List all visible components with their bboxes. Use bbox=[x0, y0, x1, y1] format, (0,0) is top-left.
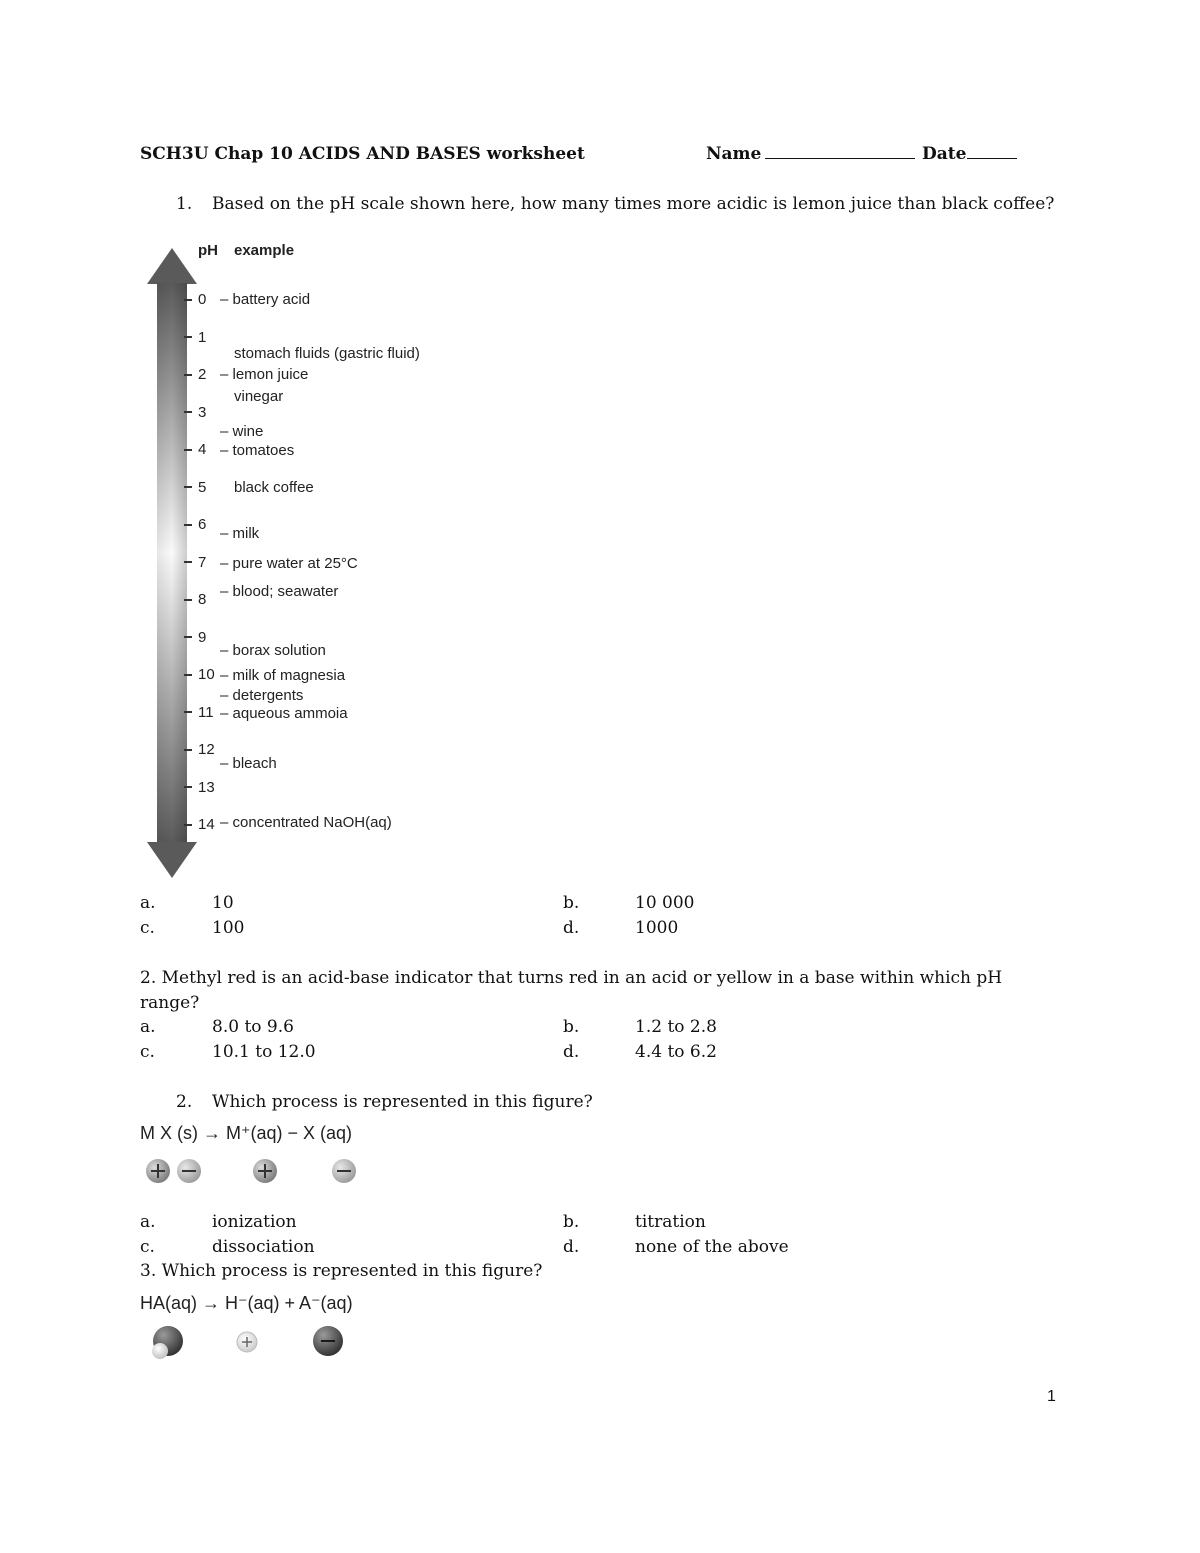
option-letter: c. bbox=[140, 1237, 155, 1257]
option-text: titration bbox=[635, 1212, 706, 1232]
ph-value: 10 bbox=[198, 666, 215, 683]
ph-value: 3 bbox=[198, 404, 207, 421]
option-text: dissociation bbox=[212, 1237, 315, 1257]
ph-scale-figure bbox=[140, 236, 440, 886]
ph-value: 5 bbox=[198, 479, 207, 496]
q3-text: Which process is represented in this figure? bbox=[212, 1092, 593, 1112]
option-letter: d. bbox=[563, 918, 580, 938]
option-letter: c. bbox=[140, 918, 155, 938]
date-label: Date bbox=[922, 144, 967, 164]
q3-ion-figure bbox=[140, 1152, 380, 1192]
ph-value: 13 bbox=[198, 779, 215, 796]
ph-example: – wine bbox=[220, 423, 264, 440]
date-field bbox=[922, 144, 1017, 164]
worksheet-title: SCH3U Chap 10 ACIDS AND BASES worksheet bbox=[140, 144, 585, 164]
option-letter: a. bbox=[140, 1212, 156, 1232]
q2-text-line1: 2. Methyl red is an acid-base indicator that turns red in an acid or yellow in a base within which pH bbox=[140, 968, 1003, 988]
option-letter: b. bbox=[563, 1017, 580, 1037]
anion-icon bbox=[332, 1159, 356, 1183]
proton-icon bbox=[237, 1332, 257, 1352]
ph-value: 1 bbox=[198, 329, 207, 346]
ph-value: 6 bbox=[198, 516, 207, 533]
ph-value: 7 bbox=[198, 554, 207, 571]
ph-example: – pure water at 25°C bbox=[220, 555, 358, 572]
option-letter: c. bbox=[140, 1042, 155, 1062]
anion-icon bbox=[177, 1159, 201, 1183]
cation-icon bbox=[253, 1159, 277, 1183]
option-letter: b. bbox=[563, 893, 580, 913]
ph-value: 12 bbox=[198, 741, 215, 758]
q4-text: 3. Which process is represented in this figure? bbox=[140, 1261, 543, 1281]
option-text: 10 bbox=[212, 893, 234, 913]
option-text: ionization bbox=[212, 1212, 297, 1232]
ph-example: – bleach bbox=[220, 755, 277, 772]
ph-example: – lemon juice bbox=[220, 366, 309, 383]
anion-icon bbox=[313, 1326, 343, 1356]
page-number: 1 bbox=[1047, 1388, 1056, 1405]
q4-equation: HA(aq) → H⁻(aq) + A⁻(aq) bbox=[140, 1293, 353, 1313]
option-text: 4.4 to 6.2 bbox=[635, 1042, 717, 1062]
ph-example: – milk of magnesia bbox=[220, 667, 346, 684]
option-letter: a. bbox=[140, 1017, 156, 1037]
example-column-header: example bbox=[234, 242, 295, 259]
ph-example: – battery acid bbox=[220, 291, 311, 308]
ph-value: 9 bbox=[198, 629, 207, 646]
option-text: 1.2 to 2.8 bbox=[635, 1017, 717, 1037]
option-letter: b. bbox=[563, 1212, 580, 1232]
ph-example: black coffee bbox=[234, 479, 314, 496]
option-letter: a. bbox=[140, 893, 156, 913]
ph-example: vinegar bbox=[234, 388, 284, 405]
ph-example: – concentrated NaOH(aq) bbox=[220, 814, 392, 831]
ph-value: 2 bbox=[198, 366, 207, 383]
date-blank bbox=[967, 157, 1017, 159]
name-label: Name bbox=[706, 144, 762, 164]
q2-text-line2: range? bbox=[140, 993, 200, 1013]
cation-icon bbox=[146, 1159, 170, 1183]
q3-equation: M X (s) → M⁺(aq) − X (aq) bbox=[140, 1123, 353, 1143]
ph-column-header: pH bbox=[198, 242, 218, 259]
ph-example: – milk bbox=[220, 525, 260, 542]
option-text: none of the above bbox=[635, 1237, 789, 1257]
ph-example: – tomatoes bbox=[220, 442, 295, 459]
option-text: 10 000 bbox=[635, 893, 695, 913]
ph-value: 11 bbox=[198, 704, 214, 721]
ph-value: 4 bbox=[198, 441, 207, 458]
ph-value: 8 bbox=[198, 591, 207, 608]
option-text: 100 bbox=[212, 918, 245, 938]
acid-molecule-icon bbox=[152, 1326, 183, 1359]
option-letter: d. bbox=[563, 1237, 580, 1257]
option-text: 1000 bbox=[635, 918, 679, 938]
name-field bbox=[706, 144, 915, 164]
option-text: 10.1 to 12.0 bbox=[212, 1042, 316, 1062]
q4-molecule-figure bbox=[140, 1320, 360, 1370]
option-text: 8.0 to 9.6 bbox=[212, 1017, 294, 1037]
q1-text: Based on the pH scale shown here, how many times more acidic is lemon juice than black coffee? bbox=[212, 194, 1055, 214]
ph-value: 14 bbox=[198, 816, 215, 833]
ph-example: – aqueous ammoia bbox=[220, 705, 348, 722]
q3-number: 2. bbox=[176, 1092, 193, 1112]
option-letter: d. bbox=[563, 1042, 580, 1062]
ph-example: – detergents bbox=[220, 687, 304, 704]
ph-example: – blood; seawater bbox=[220, 583, 339, 600]
ph-example: – borax solution bbox=[220, 642, 326, 659]
ph-value: 0 bbox=[198, 291, 207, 308]
ph-example: stomach fluids (gastric fluid) bbox=[234, 345, 420, 362]
name-blank bbox=[765, 157, 915, 159]
q1-number: 1. bbox=[176, 194, 193, 214]
